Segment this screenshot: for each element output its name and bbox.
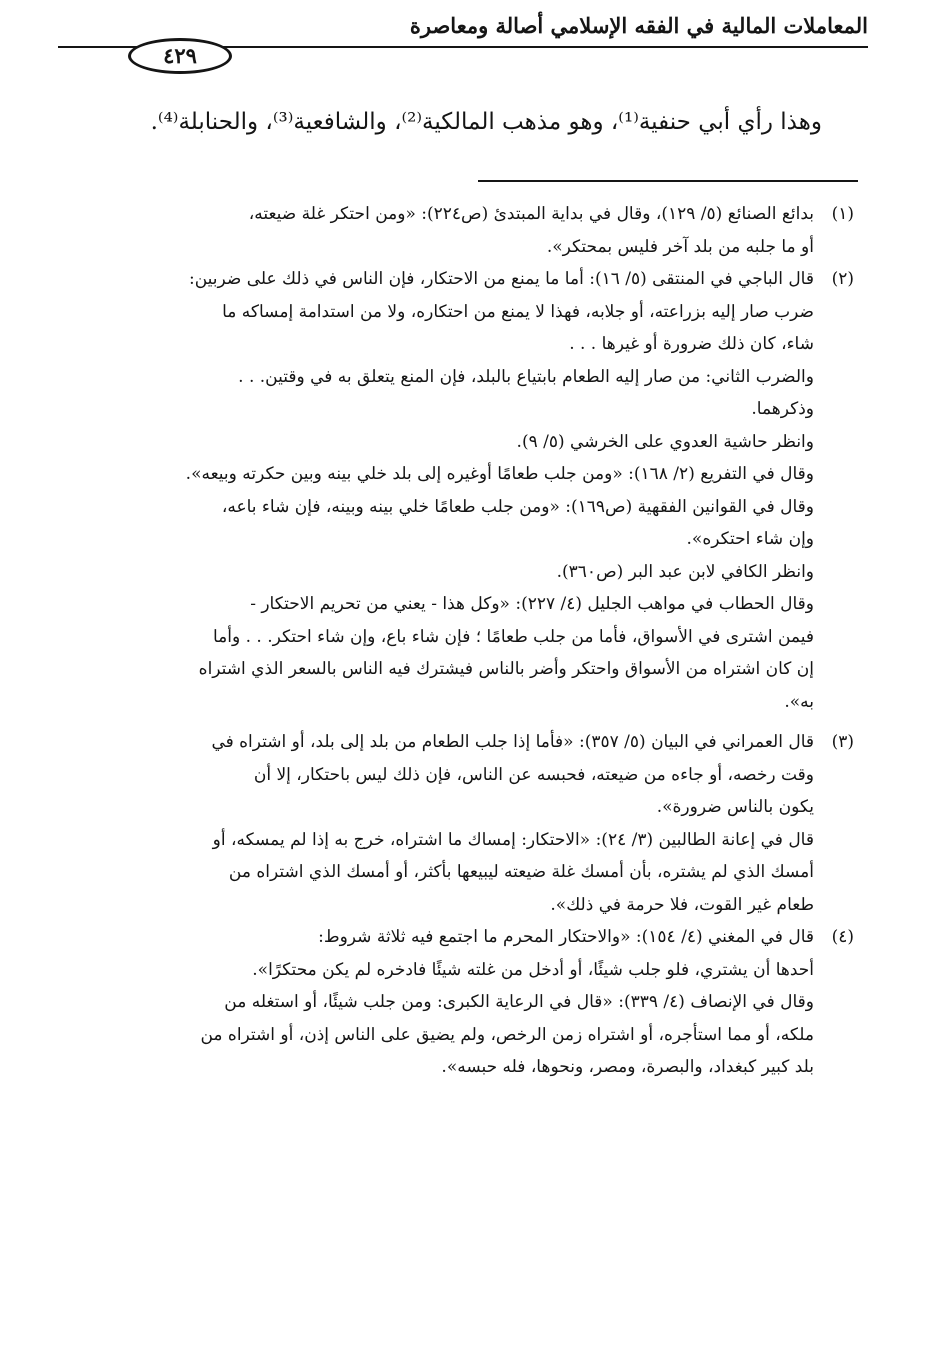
footnote-4 (64, 921, 854, 1084)
footnote-line: أو ما جلبه من بلد آخر فليس بمحتكر». (546, 236, 814, 257)
spacer (64, 718, 854, 726)
main-paragraph: وهذا رأي أبي حنفية⁽¹⁾، وهو مذهب المالكية⁽²⁾، والشافعية⁽³⁾، والحنابلة⁽⁴⁾. (150, 109, 822, 135)
footnotes (64, 198, 854, 1084)
footnote-line: وذكرهما. (751, 399, 814, 419)
footnote-line: به». (784, 691, 814, 712)
footnote-line: فيمن اشترى في الأسواق، فأما من جلب طعامًا ؛ فإن شاء باع، وإن شاء احتكر. . . وأما (212, 626, 814, 647)
footnote-line: وانظر الكافي لابن عبد البر (ص٣٦٠). (556, 561, 814, 582)
footnote-marker: (٤) (831, 927, 854, 947)
running-title: المعاملات المالية في الفقه الإسلامي أصالة ومعاصرة (409, 13, 868, 38)
footnote-line: وقال في القوانين الفقهية (ص١٦٩): «ومن جلب طعامًا خلي بينه وبينه، فإن شاء باعه، (221, 496, 814, 517)
footnote-marker: (١) (831, 204, 854, 224)
footnote-line: أمسك الذي لم يشتره، بأن أمسك غلة ضيعته ليبيعها بأكثر، أو أمسك الذي اشتراه من (228, 862, 814, 882)
footnote-2 (64, 263, 854, 718)
footnote-line: يكون بالناس ضرورة». (656, 797, 814, 817)
footnote-body (64, 921, 814, 1084)
footnote-marker: (٣) (831, 732, 854, 752)
footnote-line: وانظر حاشية العدوي على الخرشي (٥/ ٩). (516, 431, 814, 452)
footnote-body (64, 198, 814, 263)
footnote-line: قال في إعانة الطالبين (٣/ ٢٤): «الاحتكار: إمساك ما اشتراه، خرج به إذا لم يمسكه، أو (212, 829, 814, 850)
footnote-line: وقال الحطاب في مواهب الجليل (٤/ ٢٢٧): «وكل هذا - يعني من تحريم الاحتكار - (250, 594, 814, 614)
footnote-line: وقال في الإنصاف (٤/ ٣٣٩): «قال في الرعاية الكبرى: ومن جلب شيئًا، أو استغله من (224, 992, 814, 1012)
footnote-3 (64, 726, 854, 921)
footnote-line: أحدها أن يشتري، فلو جلب شيئًا، أو أدخل من غلته شيئًا فادخره لم يكن محتكرًا». (252, 959, 814, 980)
footnote-line: إن كان اشتراه من الأسواق واحتكر وأضر بالناس فيشترك فيه الناس بالسعر الذي اشتراه (198, 659, 814, 679)
footnote-line: قال في المغني (٤/ ١٥٤): «والاحتكار المحرم ما اجتمع فيه ثلاثة شروط: (318, 927, 814, 947)
footnote-1 (64, 198, 854, 263)
footnote-line: وقت رخصه، أو جاءه من ضيعته، فحبسه عن الناس، فإن ذلك ليس باحتكار، إلا أن (253, 764, 814, 785)
footnote-line: طعام غير القوت، فلا حرمة في ذلك». (550, 894, 814, 915)
footnote-line: بلد كبير كبغداد، والبصرة، ومصر، ونحوها، فله حبسه». (441, 1057, 814, 1077)
page-number: ٤٢٩ (128, 38, 232, 74)
footnote-line: ضرب صار إليه بزراعته، أو جلابه، فهذا لا يمنع من احتكاره، ولا من استدامة إمساكه ما (222, 301, 814, 322)
footnote-line: ملكه، أو مما استأجره، أو اشتراه زمن الرخص، ولم يضيق على الناس إذن، أو اشتراه من (200, 1024, 814, 1045)
footnote-body (64, 263, 814, 718)
footnote-line: وإن شاء احتكره». (686, 529, 814, 549)
footnote-line: قال العمراني في البيان (٥/ ٣٥٧): «فأما إذا جلب الطعام من بلد إلى بلد، أو اشتراه في (211, 732, 814, 752)
footnote-line: قال الباجي في المنتقى (٥/ ١٦): أما ما يمنع من الاحتكار، فإن الناس في ذلك على ضربين: (188, 269, 814, 289)
footnote-marker: (٢) (831, 269, 854, 289)
footnote-separator (478, 180, 858, 182)
footnote-line: والضرب الثاني: من صار إليه الطعام بابتياع بالبلد، فإن المنع يتعلق به في وقتين. . . (238, 366, 814, 387)
footnote-line: شاء، كان ذلك ضرورة أو غيرها . . . (569, 334, 814, 354)
footnote-line: وقال في التفريع (٢/ ١٦٨): «ومن جلب طعامًا أوغيره إلى بلد خلي بينه وبين حكرته وبيعه». (185, 464, 814, 484)
footnote-body (64, 726, 814, 921)
footnote-line: بدائع الصنائع (٥/ ١٢٩)، وقال في بداية المبتدئ (ص٢٢٤): «ومن احتكر غلة ضيعته، (248, 204, 814, 224)
